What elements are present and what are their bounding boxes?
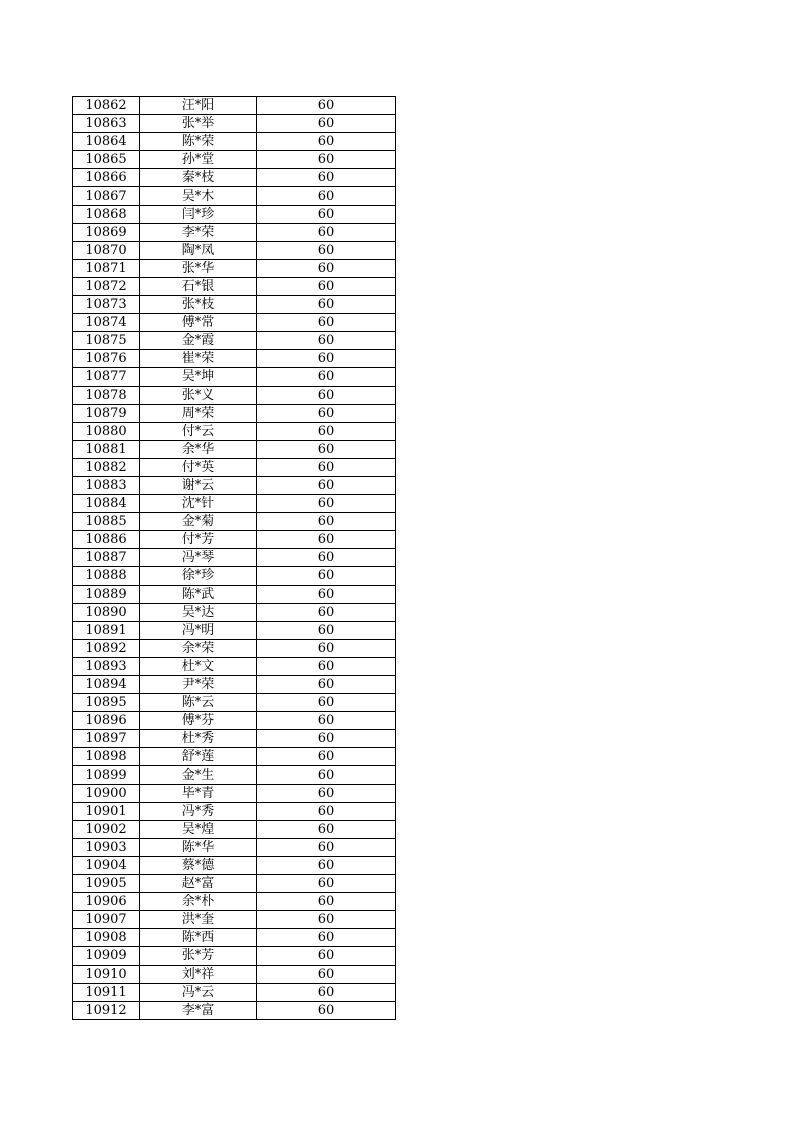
name-cell: 张*芳	[140, 947, 257, 965]
id-cell: 10908	[73, 929, 140, 947]
id-cell: 10867	[73, 187, 140, 205]
value-cell: 60	[257, 205, 396, 223]
name-cell: 金*生	[140, 766, 257, 784]
name-cell: 陈*西	[140, 929, 257, 947]
table-row	[73, 603, 396, 621]
name-cell: 杜*秀	[140, 730, 257, 748]
id-cell: 10906	[73, 893, 140, 911]
value-cell: 60	[257, 97, 396, 115]
name-cell: 尹*荣	[140, 676, 257, 694]
value-cell: 60	[257, 495, 396, 513]
value-cell: 60	[257, 838, 396, 856]
table-row	[73, 277, 396, 295]
name-cell: 冯*明	[140, 621, 257, 639]
table-row	[73, 241, 396, 259]
name-cell: 李*荣	[140, 223, 257, 241]
name-cell: 毕*青	[140, 784, 257, 802]
id-cell: 10889	[73, 585, 140, 603]
name-cell: 蔡*德	[140, 856, 257, 874]
table-row	[73, 495, 396, 513]
id-cell: 10863	[73, 115, 140, 133]
name-cell: 冯*秀	[140, 802, 257, 820]
id-cell: 10862	[73, 97, 140, 115]
value-cell: 60	[257, 712, 396, 730]
value-cell: 60	[257, 549, 396, 567]
id-cell: 10910	[73, 965, 140, 983]
name-cell: 傅*常	[140, 314, 257, 332]
name-cell: 陈*华	[140, 838, 257, 856]
id-cell: 10865	[73, 151, 140, 169]
value-cell: 60	[257, 115, 396, 133]
id-cell: 10866	[73, 169, 140, 187]
table-row	[73, 386, 396, 404]
table-row	[73, 549, 396, 567]
id-cell: 10912	[73, 1001, 140, 1019]
id-cell: 10868	[73, 205, 140, 223]
id-cell: 10901	[73, 802, 140, 820]
value-cell: 60	[257, 223, 396, 241]
name-cell: 吴*木	[140, 187, 257, 205]
id-cell: 10904	[73, 856, 140, 874]
value-cell: 60	[257, 694, 396, 712]
table-row	[73, 784, 396, 802]
id-cell: 10892	[73, 639, 140, 657]
id-cell: 10899	[73, 766, 140, 784]
table-row	[73, 712, 396, 730]
value-cell: 60	[257, 856, 396, 874]
table-row	[73, 639, 396, 657]
value-cell: 60	[257, 929, 396, 947]
value-cell: 60	[257, 1001, 396, 1019]
id-cell: 10896	[73, 712, 140, 730]
value-cell: 60	[257, 531, 396, 549]
value-cell: 60	[257, 983, 396, 1001]
name-cell: 石*银	[140, 277, 257, 295]
table-row	[73, 205, 396, 223]
name-cell: 闫*珍	[140, 205, 257, 223]
table-row	[73, 404, 396, 422]
id-cell: 10902	[73, 820, 140, 838]
table-row	[73, 531, 396, 549]
table-row	[73, 911, 396, 929]
id-cell: 10898	[73, 748, 140, 766]
value-cell: 60	[257, 621, 396, 639]
name-cell: 吴*煌	[140, 820, 257, 838]
value-cell: 60	[257, 893, 396, 911]
name-cell: 陈*荣	[140, 133, 257, 151]
table-row	[73, 259, 396, 277]
table-row	[73, 856, 396, 874]
name-cell: 谢*云	[140, 476, 257, 494]
table-row	[73, 332, 396, 350]
name-cell: 周*荣	[140, 404, 257, 422]
id-cell: 10881	[73, 440, 140, 458]
name-cell: 冯*琴	[140, 549, 257, 567]
table-row	[73, 422, 396, 440]
value-cell: 60	[257, 259, 396, 277]
table-row	[73, 748, 396, 766]
name-cell: 陶*凤	[140, 241, 257, 259]
id-cell: 10876	[73, 350, 140, 368]
value-cell: 60	[257, 133, 396, 151]
name-cell: 余*荣	[140, 639, 257, 657]
id-cell: 10882	[73, 458, 140, 476]
name-cell: 余*华	[140, 440, 257, 458]
name-cell: 杜*文	[140, 657, 257, 675]
table-row	[73, 929, 396, 947]
table-row	[73, 296, 396, 314]
name-cell: 洪*奎	[140, 911, 257, 929]
table-row	[73, 676, 396, 694]
value-cell: 60	[257, 766, 396, 784]
name-cell: 吴*达	[140, 603, 257, 621]
id-cell: 10875	[73, 332, 140, 350]
value-cell: 60	[257, 296, 396, 314]
name-cell: 张*义	[140, 386, 257, 404]
id-cell: 10873	[73, 296, 140, 314]
table-row	[73, 947, 396, 965]
id-cell: 10891	[73, 621, 140, 639]
name-cell: 陈*武	[140, 585, 257, 603]
id-cell: 10900	[73, 784, 140, 802]
name-cell: 舒*莲	[140, 748, 257, 766]
value-cell: 60	[257, 404, 396, 422]
value-cell: 60	[257, 368, 396, 386]
id-cell: 10887	[73, 549, 140, 567]
table-row	[73, 314, 396, 332]
table-row	[73, 875, 396, 893]
id-cell: 10879	[73, 404, 140, 422]
table-row	[73, 368, 396, 386]
id-cell: 10883	[73, 476, 140, 494]
name-cell: 崔*荣	[140, 350, 257, 368]
value-cell: 60	[257, 314, 396, 332]
value-cell: 60	[257, 657, 396, 675]
name-cell: 金*霞	[140, 332, 257, 350]
table-row	[73, 151, 396, 169]
table-row	[73, 97, 396, 115]
id-cell: 10880	[73, 422, 140, 440]
value-cell: 60	[257, 458, 396, 476]
value-cell: 60	[257, 676, 396, 694]
id-cell: 10871	[73, 259, 140, 277]
value-cell: 60	[257, 513, 396, 531]
table-row	[73, 893, 396, 911]
value-cell: 60	[257, 820, 396, 838]
id-cell: 10884	[73, 495, 140, 513]
data-table	[72, 96, 396, 1020]
id-cell: 10872	[73, 277, 140, 295]
id-cell: 10895	[73, 694, 140, 712]
value-cell: 60	[257, 784, 396, 802]
table-body	[73, 97, 396, 1020]
id-cell: 10878	[73, 386, 140, 404]
value-cell: 60	[257, 911, 396, 929]
id-cell: 10864	[73, 133, 140, 151]
name-cell: 张*华	[140, 259, 257, 277]
value-cell: 60	[257, 603, 396, 621]
id-cell: 10897	[73, 730, 140, 748]
value-cell: 60	[257, 187, 396, 205]
name-cell: 张*举	[140, 115, 257, 133]
id-cell: 10886	[73, 531, 140, 549]
name-cell: 付*英	[140, 458, 257, 476]
value-cell: 60	[257, 730, 396, 748]
value-cell: 60	[257, 440, 396, 458]
name-cell: 陈*云	[140, 694, 257, 712]
id-cell: 10877	[73, 368, 140, 386]
name-cell: 秦*枝	[140, 169, 257, 187]
value-cell: 60	[257, 585, 396, 603]
id-cell: 10870	[73, 241, 140, 259]
table-row	[73, 133, 396, 151]
value-cell: 60	[257, 386, 396, 404]
table-row	[73, 187, 396, 205]
table-row	[73, 820, 396, 838]
id-cell: 10894	[73, 676, 140, 694]
value-cell: 60	[257, 350, 396, 368]
name-cell: 金*菊	[140, 513, 257, 531]
table-row	[73, 458, 396, 476]
value-cell: 60	[257, 476, 396, 494]
id-cell: 10907	[73, 911, 140, 929]
table-row	[73, 440, 396, 458]
value-cell: 60	[257, 567, 396, 585]
table-row	[73, 223, 396, 241]
table-row	[73, 567, 396, 585]
value-cell: 60	[257, 639, 396, 657]
table-row	[73, 621, 396, 639]
value-cell: 60	[257, 332, 396, 350]
table-row	[73, 965, 396, 983]
table-row	[73, 513, 396, 531]
table-row	[73, 115, 396, 133]
id-cell: 10888	[73, 567, 140, 585]
value-cell: 60	[257, 802, 396, 820]
table-row	[73, 585, 396, 603]
table-row	[73, 802, 396, 820]
id-cell: 10911	[73, 983, 140, 1001]
table-row	[73, 1001, 396, 1019]
id-cell: 10885	[73, 513, 140, 531]
name-cell: 冯*云	[140, 983, 257, 1001]
id-cell: 10905	[73, 875, 140, 893]
name-cell: 余*朴	[140, 893, 257, 911]
name-cell: 徐*珍	[140, 567, 257, 585]
name-cell: 张*枝	[140, 296, 257, 314]
table-row	[73, 350, 396, 368]
value-cell: 60	[257, 965, 396, 983]
table-row	[73, 657, 396, 675]
value-cell: 60	[257, 241, 396, 259]
name-cell: 付*芳	[140, 531, 257, 549]
table-row	[73, 983, 396, 1001]
name-cell: 赵*富	[140, 875, 257, 893]
id-cell: 10869	[73, 223, 140, 241]
name-cell: 孙*堂	[140, 151, 257, 169]
value-cell: 60	[257, 947, 396, 965]
name-cell: 付*云	[140, 422, 257, 440]
name-cell: 李*富	[140, 1001, 257, 1019]
table-row	[73, 766, 396, 784]
table-row	[73, 169, 396, 187]
table-row	[73, 730, 396, 748]
name-cell: 刘*祥	[140, 965, 257, 983]
value-cell: 60	[257, 277, 396, 295]
name-cell: 吴*坤	[140, 368, 257, 386]
table-row	[73, 694, 396, 712]
value-cell: 60	[257, 748, 396, 766]
name-cell: 沈*针	[140, 495, 257, 513]
table-row	[73, 838, 396, 856]
id-cell: 10909	[73, 947, 140, 965]
name-cell: 傅*芬	[140, 712, 257, 730]
value-cell: 60	[257, 422, 396, 440]
id-cell: 10893	[73, 657, 140, 675]
table-row	[73, 476, 396, 494]
value-cell: 60	[257, 169, 396, 187]
id-cell: 10903	[73, 838, 140, 856]
name-cell: 汪*阳	[140, 97, 257, 115]
id-cell: 10874	[73, 314, 140, 332]
value-cell: 60	[257, 151, 396, 169]
value-cell: 60	[257, 875, 396, 893]
id-cell: 10890	[73, 603, 140, 621]
